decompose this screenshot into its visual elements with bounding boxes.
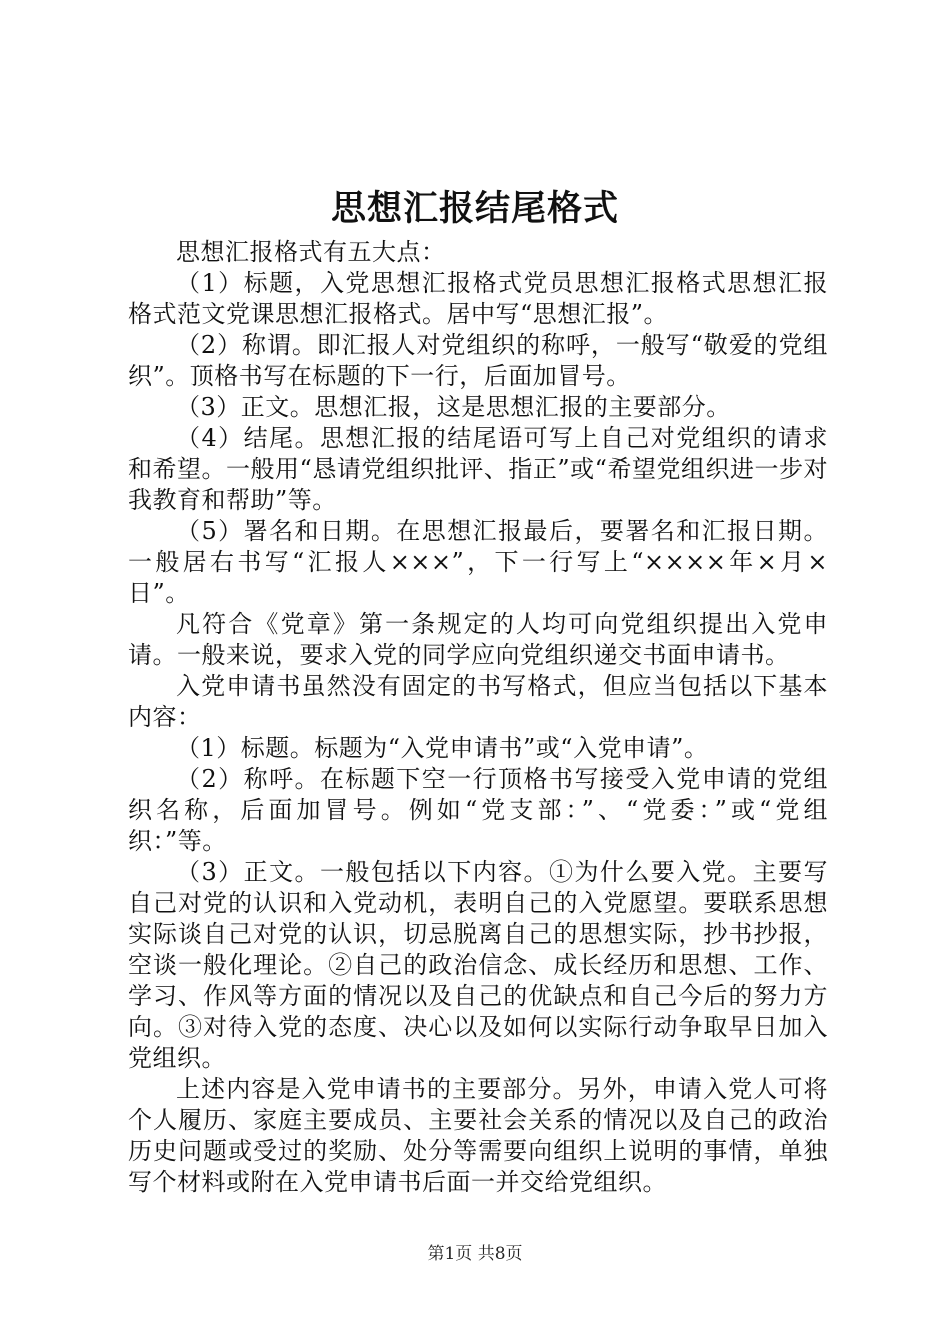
- document-body: [128, 237, 828, 1198]
- document-title: 思想汇报结尾格式: [330, 188, 619, 229]
- paragraph: （3）正文。思想汇报，这是思想汇报的主要部分。: [176, 393, 731, 421]
- paragraph: （1）标题，入党思想汇报格式党员思想汇报格式思想汇报格式范文党课思想汇报格式。居中写“思想汇报”。: [128, 269, 828, 328]
- paragraph: 凡符合《党章》第一条规定的人均可向党组织提出入党申请。一般来说，要求入党的同学应向党组织递交书面申请书。: [128, 610, 828, 669]
- paragraph: （5）署名和日期。在思想汇报最后，要署名和汇报日期。一般居右书写“汇报人×××”，下一行写上“××××年×月×日”。: [128, 517, 828, 607]
- paragraph: （1）标题。标题为“入党申请书”或“入党申请”。: [176, 734, 709, 762]
- paragraph: （3）正文。一般包括以下内容。①为什么要入党。主要写自己对党的认识和入党动机，表明自己的入党愿望。要联系思想实际谈自己对党的认识，切忌脱离自己的思想实际，抄书抄报，空谈一般化理论。②自己的政治信念、成长经历和思想、工作、学习、作风等方面的情况以及自己的优缺点和自己今后的努力方向。③对待入党的态度、决心以及如何以实际行动争取早日加入党组织。: [128, 858, 828, 1072]
- paragraph: 思想汇报格式有五大点：: [176, 238, 446, 266]
- paragraph: 上述内容是入党申请书的主要部分。另外，申请入党人可将个人履历、家庭主要成员、主要社会关系的情况以及自己的政治历史问题或受过的奖励、处分等需要向组织上说明的事情，单独写个材料或附在入党申请书后面一并交给党组织。: [128, 1075, 828, 1196]
- paragraph: （4）结尾。思想汇报的结尾语可写上自己对党组织的请求和希望。一般用“恳请党组织批评、指正”或“希望党组织进一步对我教育和帮助”等。: [128, 424, 828, 514]
- paragraph: 入党申请书虽然没有固定的书写格式，但应当包括以下基本内容：: [128, 672, 828, 731]
- paragraph: （2）称谓。即汇报人对党组织的称呼，一般写“敬爱的党组织”。顶格书写在标题的下一行，后面加冒号。: [128, 331, 828, 390]
- page-footer: 第1页 共8页: [427, 1244, 523, 1264]
- paragraph: （2）称呼。在标题下空一行顶格书写接受入党申请的党组织名称，后面加冒号。例如“党支部：”、“党委：”或“党组织：”等。: [128, 765, 828, 855]
